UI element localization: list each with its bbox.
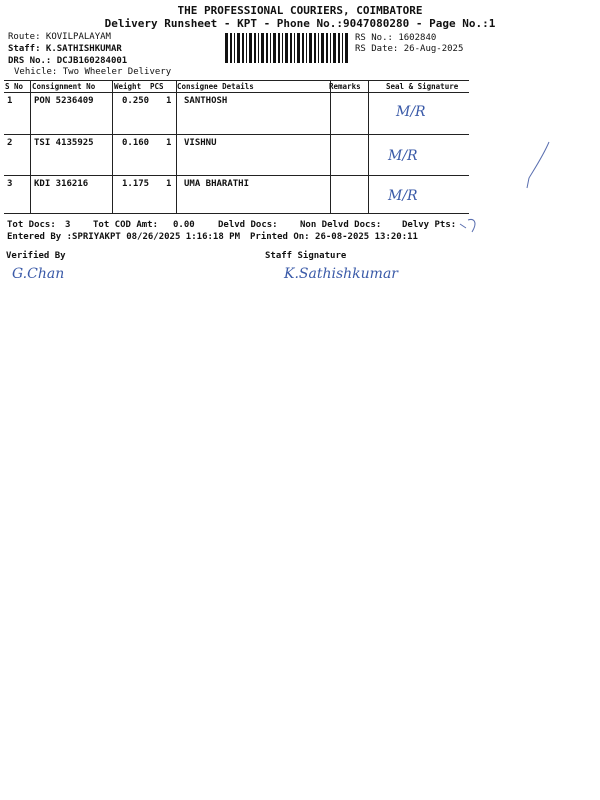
row-consignment: TSI 4135925 xyxy=(34,138,94,148)
vehicle-label: Vehicle: Two Wheeler Delivery xyxy=(14,67,172,77)
staff-label: Staff: K.SATHISHKUMAR xyxy=(8,44,122,54)
tot-cod-value: 0.00 xyxy=(173,220,195,230)
row-pcs: 1 xyxy=(166,179,172,189)
rs-date: RS Date: 26-Aug-2025 xyxy=(355,44,464,54)
row-weight: 1.175 xyxy=(122,179,150,189)
tot-docs-value: 3 xyxy=(65,220,71,230)
row-divider xyxy=(4,134,469,135)
seal-signature: M/R xyxy=(388,188,418,204)
verified-signature: G.Chan xyxy=(12,266,65,282)
header-consignment: Consignment No xyxy=(32,82,96,91)
row-pcs: 1 xyxy=(166,96,172,106)
row-consignee: SANTHOSH xyxy=(184,96,228,106)
row-weight: 0.160 xyxy=(122,138,150,148)
column-divider xyxy=(176,80,177,213)
runsheet-title: Delivery Runsheet - KPT - Phone No.:9047080280 - Page No.:1 xyxy=(104,17,496,30)
table-top-border xyxy=(4,80,469,81)
entered-by: Entered By :SPRIYAKPT 08/26/2025 1:16:18 PM xyxy=(7,232,240,242)
column-divider xyxy=(112,80,113,213)
checkmark-icon xyxy=(458,216,482,234)
row-sno: 1 xyxy=(7,96,13,106)
route-label: Route: KOVILPALAYAM xyxy=(8,32,111,42)
row-divider xyxy=(4,175,469,176)
header-consignee: Consignee Details xyxy=(177,82,254,91)
tot-docs-label: Tot Docs: xyxy=(7,220,56,230)
tot-cod-label: Tot COD Amt: xyxy=(93,220,159,230)
seal-signature: M/R xyxy=(388,148,418,164)
non-delvd-docs-label: Non Delvd Docs: xyxy=(300,220,382,230)
column-divider xyxy=(368,80,369,213)
drs-label: DRS No.: DCJB160284001 xyxy=(8,56,128,66)
row-weight: 0.250 xyxy=(122,96,150,106)
delvd-docs-label: Delvd Docs: xyxy=(218,220,278,230)
barcode-icon xyxy=(225,33,352,63)
verified-by-label: Verified By xyxy=(6,251,66,261)
staff-signature-label: Staff Signature xyxy=(265,251,347,261)
header-weight: Weight xyxy=(114,82,142,91)
seal-signature: M/R xyxy=(396,104,426,120)
table-bottom-border xyxy=(4,213,469,214)
table-header-border xyxy=(4,92,469,93)
delvy-pts-label: Delvy Pts: xyxy=(402,220,457,230)
header-remarks: Remarks xyxy=(329,82,361,91)
pen-stroke-icon xyxy=(515,138,555,193)
column-divider xyxy=(330,80,331,213)
header-pcs: PCS xyxy=(150,82,164,91)
header-sno: S No xyxy=(5,82,24,91)
row-pcs: 1 xyxy=(166,138,172,148)
company-title: THE PROFESSIONAL COURIERS, COIMBATORE xyxy=(177,4,423,17)
barcode xyxy=(225,33,352,63)
column-divider xyxy=(30,80,31,213)
rs-number: RS No.: 1602840 xyxy=(355,33,437,43)
row-consignment: PON 5236409 xyxy=(34,96,94,106)
row-consignment: KDI 316216 xyxy=(34,179,89,189)
staff-signature: K.Sathishkumar xyxy=(284,266,398,282)
row-sno: 2 xyxy=(7,138,13,148)
printed-on: Printed On: 26-08-2025 13:20:11 xyxy=(250,232,418,242)
row-consignee: VISHNU xyxy=(184,138,217,148)
header-seal: Seal & Signature xyxy=(386,82,459,91)
row-sno: 3 xyxy=(7,179,13,189)
row-consignee: UMA BHARATHI xyxy=(184,179,250,189)
